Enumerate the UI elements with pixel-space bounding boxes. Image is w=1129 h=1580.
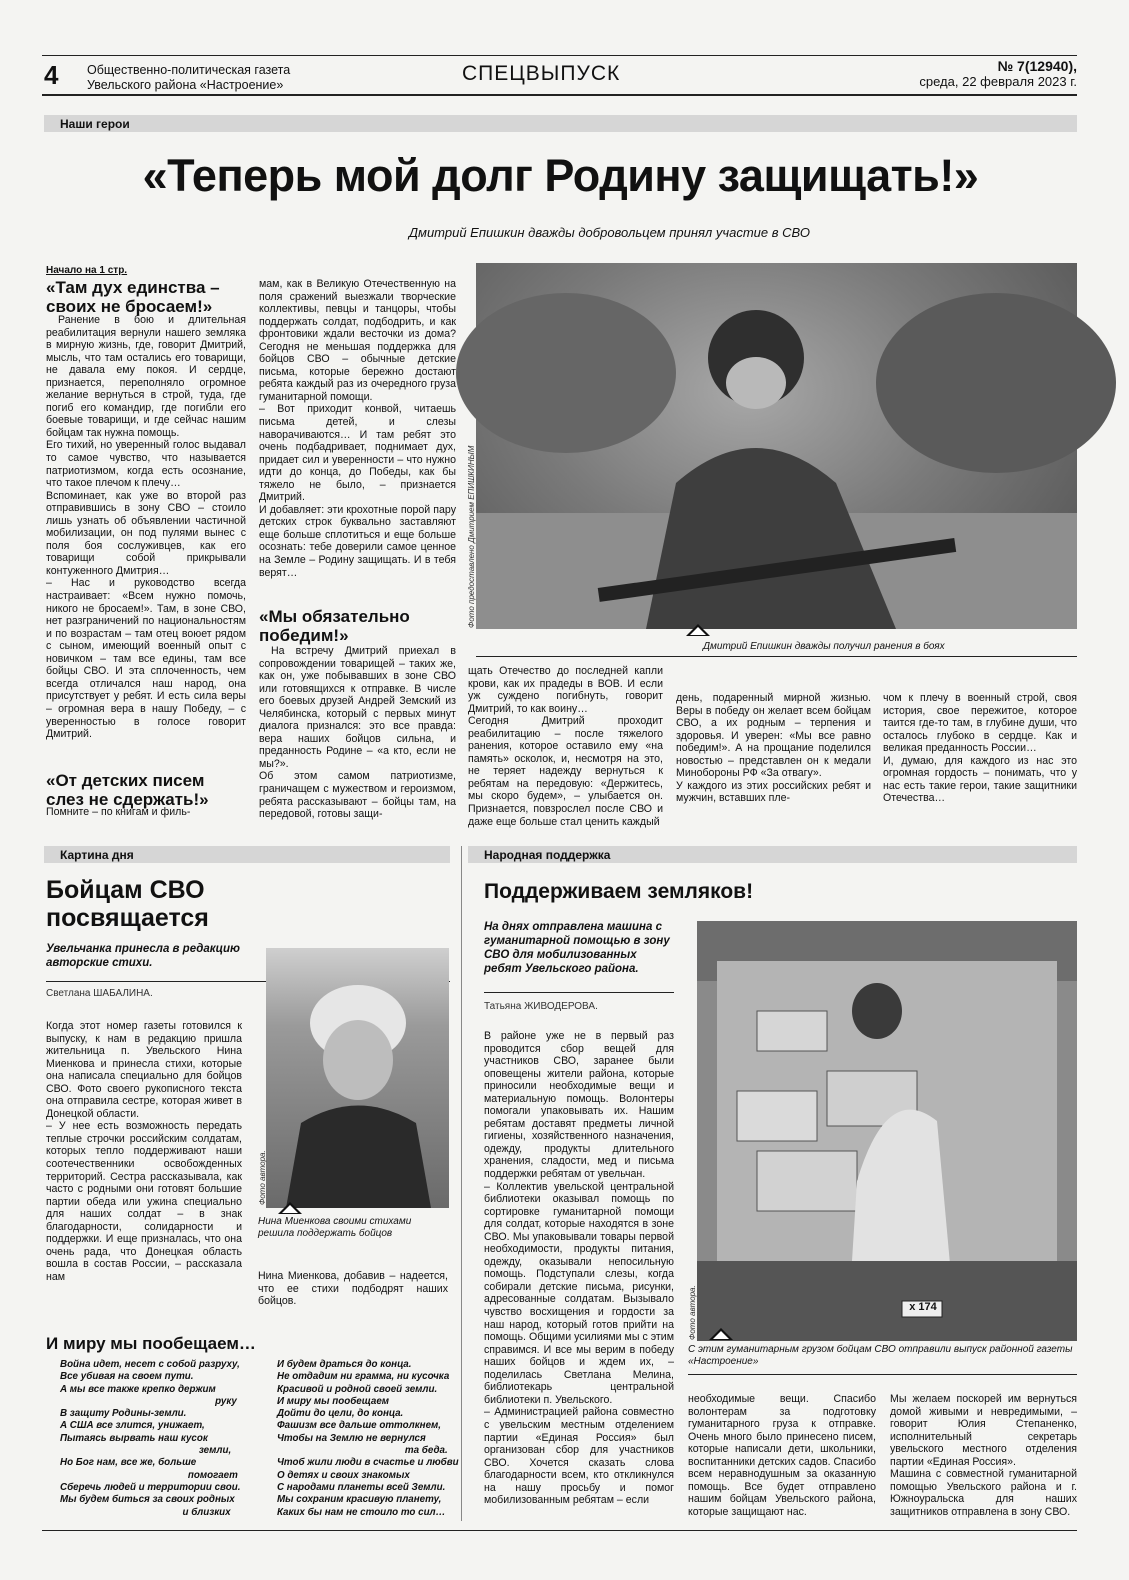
paper-name	[87, 63, 290, 93]
left-author: Светлана ШАБАЛИНА.	[46, 988, 153, 999]
top-col-3: щать Отечество до последней капли крови, как их прадеды в ВОВ. И если уж суждено погибнуть, говорит Дмитрий, то как воину… Сегодня Дмитрий проходит реабилитацию – после тяжелого ранения, которое оставило ему «на память» осколок, и, несмотря на это, не теряет надежду вернуться к ребятам на передовую: «Держитесь, мы скоро будем», – улыбается он. Признается, повзрослел после СВО и даже еще больше стал ценить каждый	[468, 665, 663, 828]
poem-title: И миру мы пообещаем…	[46, 1334, 256, 1353]
left-headline: Бойцам СВО посвящается	[46, 876, 209, 932]
subheadline: Дмитрий Епишкин дважды добровольцем принял участие в СВО	[408, 225, 810, 240]
continued-note: Начало на 1 стр.	[46, 265, 128, 276]
left-body-end: Нина Миенкова, добавив – надеется, что ее стихи подбодрят наших бойцов.	[258, 1270, 448, 1308]
author-photo-credit: Фото автора.	[258, 1150, 267, 1205]
right-author: Татьяна ЖИВОДЕРОВА.	[484, 1001, 598, 1012]
cargo-photo	[697, 921, 1077, 1341]
paper-line-1: Общественно-политическая газета	[87, 63, 291, 77]
soldier-photo-illustration	[476, 263, 1077, 629]
headline: «Теперь мой долг Родину защищать!»	[142, 150, 979, 201]
cargo-photo-illustration	[697, 921, 1077, 1341]
cargo-photo-caption: С этим гуманитарным грузом бойцам СВО отправили выпуск районной газеты «Настроение»	[688, 1344, 1073, 1367]
caption-marker-icon-2	[278, 1202, 302, 1214]
right-lead: На днях отправлена машина с гуманитарной помощью в зону СВО для мобилизованных ребят Увельского района.	[484, 921, 670, 975]
left-lead: Увельчанка принесла в редакцию авторские стихи.	[46, 943, 240, 969]
paper-line-2: Увельского района «Настроение»	[87, 78, 284, 92]
author-photo-caption: Нина Миенкова своими стихами решила поддержать бойцов	[258, 1216, 412, 1239]
rubric-bar: Наши герои	[44, 115, 1077, 132]
rubric-bar-right: Народная поддержка	[468, 846, 1077, 863]
right-col-3: Мы желаем поскорей им вернуться домой живыми и невредимыми, – говорит Юлия Степаненко, исполнительный секретарь увельского местного отделения партии «Единая Россия». Машина с совместной гуманитарной помощью Увельского района и г. Южноуральска для наших защитников отправлена в зону СВО.	[890, 1393, 1077, 1518]
page-number: 4	[44, 60, 59, 90]
right-col-1: В районе уже не в первый раз проводится сбор вещей для участников СВО, заранее были оповещены жители района, которые приносили необходимые вещи и материальную помощь. Волонтеры помогали упаковывать их. Нашим ребятам доставят предметы личной гигиены, хозяйственного назначения, одежду, продукты длительного хранения, сладости, мед и письма поддержки ребятам от увельчан. – Коллектив увельской центральной библиотеки оказывал помощь по сортировке гуманитарной помощи для солдат, которые находятся в зоне СВО. Мы упаковывали товары первой необходимости, продукты питания, одежду, оказывали непосильную помощь. Подступали слезы, когда собирали детские письма, рисунки, адресованные солдатам. Вызывало чувство восхищения и гордости за наш народ, который готов прийти на помощь. Общими усилиями мы с этим справимся. И все мы верим в победу наших бойцов и ждем их, – поделилась Светлана Мелина, библиотекарь центральной библиотеки п. Увельского. – Администрацией района совместно с увельским местным отделением партии «Единая Россия» был организован сбор для участников СВО. Хочется сказать слова благодарности всем, кто откликнулся на нашу просьбу и помог мобилизованным ребятам – если	[484, 1030, 674, 1507]
issue-date: среда, 22 февраля 2023 г.	[919, 74, 1077, 89]
top-col-5: чом к плечу в военный строй, своя история, свое пережитое, которое таится где-то там, в глубине души, что осталось глубоко в сердце. Как и великая преданность России… И, думаю, для каждого из нас это огромная гордость – понимать, что у нас есть такие герои, такие защитники Отечества…	[883, 692, 1077, 805]
issue-number: № 7(12940),	[997, 58, 1077, 74]
author-photo	[266, 948, 449, 1208]
soldier-photo-caption: Дмитрий Епишкин дважды получил ранения в боях	[703, 641, 945, 652]
poem-right: И будем драться до конца. Не отдадим ни грамма, ни кусочка Красивой и родной своей земли. И миру мы пообещаем Дойти до цели, до конца. Фашизм все дальше оттолкнем, Чтобы на Землю не вернулся та беда. Чтоб жили люди в счастье и любви О детях и своих знакомых С народами планеты всей Земли. Мы сохраним красивую планету, Каких бы нам не стоило то сил…	[277, 1359, 459, 1518]
subheading-victory: «Мы обязательно победим!»	[259, 607, 410, 645]
rubric-bar-left: Картина дня	[44, 846, 450, 863]
cargo-photo-credit: Фото автора.	[688, 1285, 697, 1340]
top-col-2: мам, как в Великую Отечественную на поля сражений выезжали творческие коллективы, певцы и танцоры, чтобы поддержать солдат, подбодрить, и как фронтовики ждали весточки из дома? Сегодня не меньшая поддержка для бойцов СВО – обычные детские письма, которые бережно достают ребята каждый раз из очередного груза гуманитарной помощи. – Вот приходит конвой, читаешь письма детей, и слезы наворачиваются… И там ребят это очень подбадривает, поднимает дух, придает сил и уверенности – что нужно идти до конца, до Победы, как бы тяжело не было, – признается Дмитрий. И добавляет: эти крохотные порой пару детских строк буквально заставляют еще больше сплотиться и еще больше осознать: тебе доверили самое ценное на Земле – Родину защищать. И в тебя верят…	[259, 278, 456, 579]
caption-marker-icon	[686, 624, 710, 636]
subheading-letters: «От детских писем слез не сдержать!»	[46, 771, 209, 809]
author-photo-illustration	[266, 948, 449, 1208]
top-col-2b: На встречу Дмитрий приехал в сопровождении товарищей – таких же, как он, уже побывавших в зоне СВО или готовящихся к отправке. В числе его боевых друзей Андрей Земский из Челябинска, который с первых минут диалога признался: это все правда: вера наших бойцов сильна, и преданность Родине – «а кто, если не мы?». Об этом самом патриотизме, граничащем с мужеством и героизмом, ребята рассказывают – бойцы там, на передовой, готовы защи-	[259, 645, 456, 821]
caption-marker-icon-3	[709, 1328, 733, 1340]
right-col-2: необходимые вещи. Спасибо волонтерам за подготовку гуманитарного груза к отправке. Очень много было принесено писем, которые написали дети, школьники, воспитанники детских садов. Спасибо всем неравнодушным за оказанную помощь. Все будет отправлено нашим бойцам Увельского района, которые защищают нас.	[688, 1393, 876, 1518]
left-body: Когда этот номер газеты готовился к выпуску, к нам в редакцию пришла жительница п. Увельского Нина Миенкова и принесла стихи, которые она написала специально для бойцов СВО. Фото своего рукописного текста она отправила сестре, которая живет в Донецкой области. – У нее есть возможность передать теплые строчки российским солдатам, которых тепло поддерживают наши соотечественники освобожденных территорий. Сестра рассказывала, как часто с родными они готовят большие партии обеда или ужина специально для наших солдат – в знак благодарности, солидарности и поддержки. И еще призналась, что она очень рада, что Донецкая область вошла в состав России, – рассказала нам	[46, 1020, 242, 1283]
subheading-unity: «Там дух единства – своих не бросаем!»	[46, 278, 220, 316]
section-title: СПЕЦВЫПУСК	[462, 62, 621, 85]
soldier-photo	[476, 263, 1077, 629]
vehicle-plate: х 174	[909, 1301, 937, 1313]
right-headline: Поддерживаем земляков!	[484, 880, 754, 903]
poem-left: Война идет, несет с собой разруху, Все убивая на своем пути. А мы все также крепко держим руку В защиту Родины-земли. А США все злится, унижает, Пытаясь вырвать наш кусок земли, Но Бог нам, все же, больше помогает Сберечь людей и территории свои. Мы будем биться за своих родных и близких	[60, 1359, 241, 1518]
top-col-1-end: Помните – по книгам и филь-	[46, 806, 191, 818]
soldier-photo-credit: Фото предоставлено Дмитрием ЕПИШКИНЫМ	[467, 445, 476, 628]
top-col-1: Ранение в бою и длительная реабилитация вернули нашего земляка в мирную жизнь, где, говорит Дмитрий, мысль, что там остались его товарищи, не давала ему покоя. И сердце, признается, переполняло огромное желание вернуться в строй, туда, где погиб его командир, где погибли его боевые товарищи, и где сейчас нашим бойцам так нужна помощь. Его тихий, но уверенный голос выдавал то самое чувство, что называется патриотизмом, когда есть осознание, что такое плечом к плечу… Вспоминает, как уже во второй раз отправившись в зону СВО – стоило лишь узнать об объявлении частичной мобилизации, он под пулями вынес с поля боя сослуживцев, как его товарищи собой прикрывали контуженного Дмитрия… – Нас и руководство всегда настраивает: «Всем нужно помочь, никого не бросаем!». Там, в зоне СВО, нет разграничений по национальностям и по возрастам – там отец воюет рядом с сыном, имеющий военный опыт с новичком – там все едины, там все бойцы СВО. И эта сплоченность, чем всегда отличался наш народ, она присутствует у ребят. И есть сила веры – огромная вера в нашу Победу, – с уверенностью в голосе говорит Дмитрий.	[46, 314, 246, 741]
top-col-4: день, подаренный мирной жизнью. Веры в победу он желает всем бойцам СВО, а их родным – терпения и здоровья. И уверен: «Мы все равно победим!». А на прощание поделился новостью – представлен он к медали Минобороны РФ «За отвагу». У каждого из этих российских ребят и мужчин, вставших пле-	[676, 692, 871, 805]
